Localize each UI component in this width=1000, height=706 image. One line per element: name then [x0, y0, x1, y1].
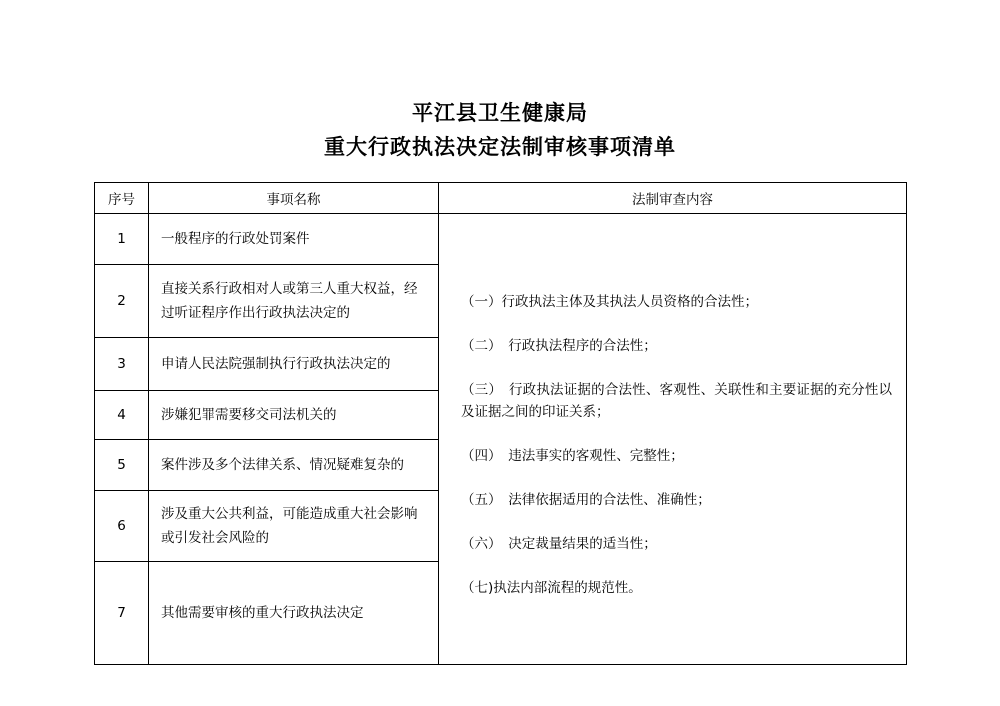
- review-item: （三） 行政执法证据的合法性、客观性、关联性和主要证据的充分性以及证据之间的印证关系；: [461, 382, 892, 420]
- row-seq: 4: [95, 391, 149, 440]
- row-seq: 7: [95, 562, 149, 665]
- header-seq: 序号: [95, 183, 149, 214]
- row-seq: 2: [95, 265, 149, 338]
- review-list-table: [94, 182, 907, 665]
- title-line-2: 重大行政执法决定法制审核事项清单: [324, 135, 676, 159]
- title-line-1: 平江县卫生健康局: [412, 101, 588, 125]
- row-name: 直接关系行政相对人或第三人重大权益，经过听证程序作出行政执法决定的: [149, 265, 439, 338]
- header-name: 事项名称: [149, 183, 439, 214]
- review-item: （五） 法律依据适用的合法性、准确性；: [461, 492, 711, 508]
- row-name: 一般程序的行政处罚案件: [149, 214, 439, 265]
- table-header-row: [95, 183, 907, 214]
- review-item: （四） 违法事实的客观性、完整性；: [461, 448, 684, 464]
- row-seq: 5: [95, 440, 149, 491]
- row-seq: 3: [95, 338, 149, 391]
- table-row: [95, 214, 907, 265]
- review-list-table-wrapper: [94, 182, 906, 665]
- review-item: （六） 决定裁量结果的适当性；: [461, 536, 657, 552]
- row-name: 涉嫌犯罪需要移交司法机关的: [149, 391, 439, 440]
- row-name: 案件涉及多个法律关系、情况疑难复杂的: [149, 440, 439, 491]
- review-item: （七)执法内部流程的规范性。: [461, 580, 642, 596]
- row-seq: 6: [95, 491, 149, 562]
- row-name: 涉及重大公共利益，可能造成重大社会影响或引发社会风险的: [149, 491, 439, 562]
- header-content: 法制审查内容: [439, 183, 907, 214]
- row-name: 其他需要审核的重大行政执法决定: [149, 562, 439, 665]
- document-title: [0, 0, 1000, 164]
- review-content-cell: [439, 214, 907, 665]
- review-item: （二） 行政执法程序的合法性；: [461, 338, 657, 354]
- row-name: 申请人民法院强制执行行政执法决定的: [149, 338, 439, 391]
- review-item: （一）行政执法主体及其执法人员资格的合法性；: [461, 294, 758, 310]
- row-seq: 1: [95, 214, 149, 265]
